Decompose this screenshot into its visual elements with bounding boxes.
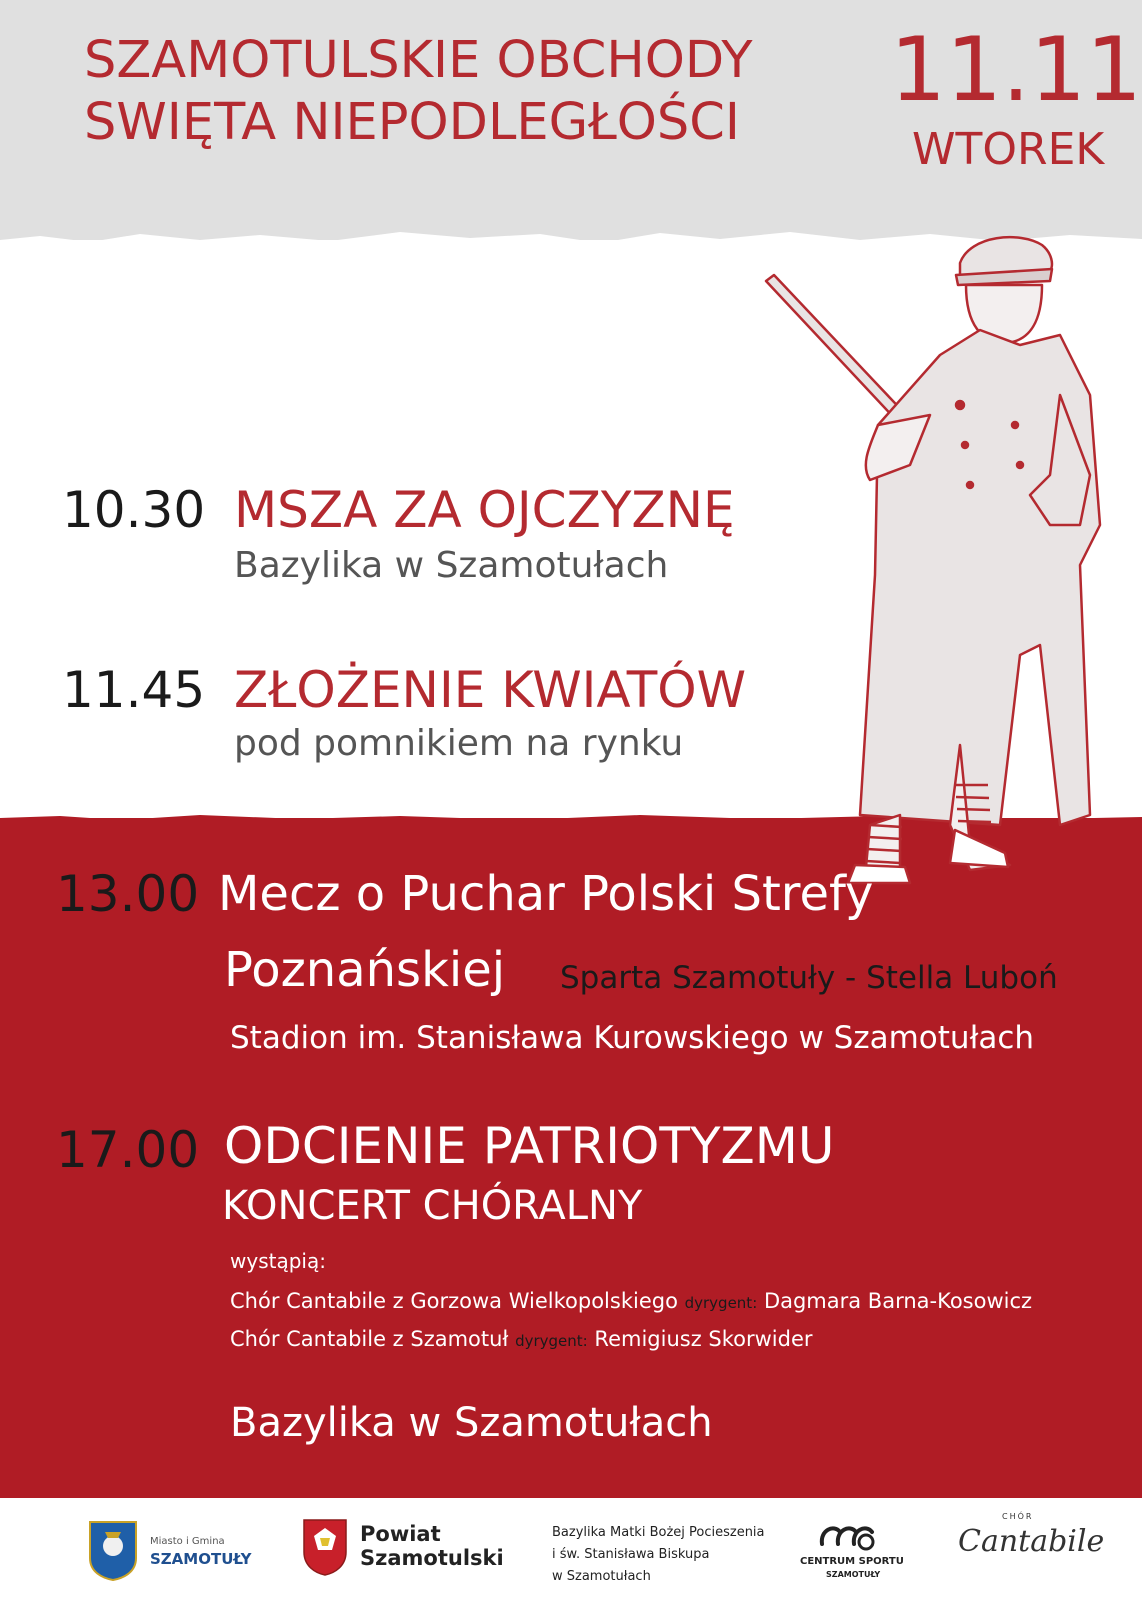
event-time-mass: 10.30 — [62, 481, 206, 539]
event-place-mass: Bazylika w Szamotułach — [234, 545, 669, 586]
choir-1-line — [230, 1286, 1032, 1318]
event-time-flowers: 11.45 — [62, 661, 206, 719]
title-line-1: SZAMOTULSKIE OBCHODY — [84, 31, 753, 90]
soldier-illustration — [760, 225, 1120, 885]
event-place-flowers: pod pomnikiem na rynku — [234, 723, 684, 764]
event-title-match-line2: Poznańskiej — [224, 942, 506, 998]
event-date: 11.11 — [890, 18, 1142, 121]
county-logo-line2: Szamotulski — [360, 1546, 504, 1570]
basilica-line2: i św. Stanisława Biskupa — [552, 1547, 710, 1562]
choir-2-line — [230, 1324, 813, 1356]
event-time-match: 13.00 — [56, 865, 200, 923]
basilica-logo — [552, 1522, 765, 1588]
choir-2-conductor-label: dyrygent: — [515, 1332, 588, 1350]
poster-title — [84, 30, 753, 154]
city-logo-name: SZAMOTUŁY — [150, 1550, 252, 1568]
choir-1-name: Chór Cantabile z Gorzowa Wielkopolskiego — [230, 1289, 678, 1313]
match-place: Stadion im. Stanisława Kurowskiego w Szamotułach — [230, 1020, 1035, 1056]
county-crest-icon — [302, 1518, 348, 1576]
performers-label: wystąpią: — [230, 1249, 326, 1273]
choir-logo-small: CHÓR — [1002, 1512, 1034, 1521]
event-title-flowers: ZŁOŻENIE KWIATÓW — [234, 661, 747, 719]
event-title-concert: ODCIENIE PATRIOTYZMU — [224, 1117, 835, 1175]
sport-center-line1: CENTRUM SPORTU — [800, 1556, 904, 1567]
concert-place: Bazylika w Szamotułach — [230, 1400, 713, 1446]
event-weekday: WTOREK — [912, 124, 1105, 175]
basilica-line3: w Szamotułach — [552, 1569, 651, 1584]
concert-subtitle: KONCERT CHÓRALNY — [222, 1183, 643, 1229]
title-line-2: SWIĘTA NIEPODLEGŁOŚCI — [84, 93, 740, 152]
choir-1-conductor-label: dyrygent: — [684, 1294, 758, 1312]
city-crest-icon — [88, 1520, 138, 1582]
sport-center-icon — [818, 1520, 880, 1554]
match-teams: Sparta Szamotuły - Stella Luboń — [560, 960, 1058, 996]
sport-center-line2: SZAMOTUŁY — [826, 1570, 881, 1579]
choir-2-conductor: Remigiusz Skorwider — [594, 1327, 813, 1351]
choir-2-name: Chór Cantabile z Szamotuł — [230, 1327, 509, 1351]
event-time-concert: 17.00 — [56, 1121, 200, 1179]
choir-logo-name: Cantabile — [958, 1524, 1105, 1559]
choir-1-conductor: Dagmara Barna-Kosowicz — [763, 1289, 1033, 1313]
basilica-line1: Bazylika Matki Bożej Pocieszenia — [552, 1525, 765, 1540]
event-title-mass: MSZA ZA OJCZYZNĘ — [234, 481, 735, 539]
event-title-match-line1: Mecz o Puchar Polski Strefy — [218, 866, 874, 922]
county-logo-line1: Powiat — [360, 1522, 441, 1546]
city-logo-small: Miasto i Gmina — [150, 1536, 225, 1547]
